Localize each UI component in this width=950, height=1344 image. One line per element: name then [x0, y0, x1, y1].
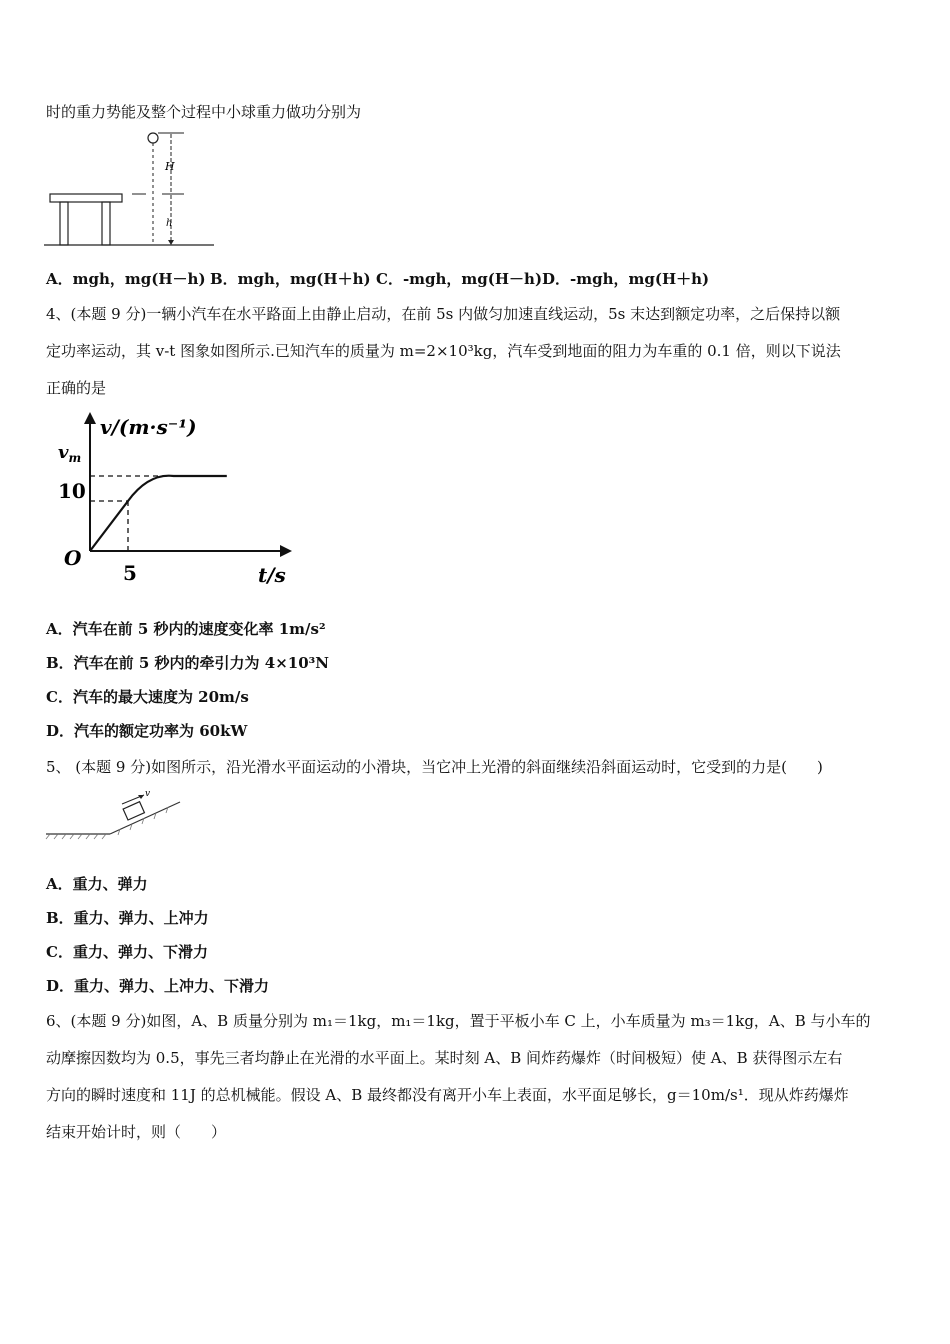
q6-line4: 结束开始计时，则（ ）	[46, 1123, 227, 1141]
option-b-q4[interactable]: B．汽车在前 5 秒内的牵引力为 4×10³N	[46, 654, 329, 672]
option-a-q4[interactable]: A．汽车在前 5 秒内的速度变化率 1m/s²	[46, 620, 326, 638]
q6-line3: 方向的瞬时速度和 11J 的总机械能。假设 A、B 最终都没有离开小车上表面，水平面足够长，g＝10m/s¹．现从炸药爆炸	[46, 1086, 849, 1104]
option-c-q4[interactable]: C．汽车的最大速度为 20m/s	[46, 688, 249, 706]
q4-line1: 4、(本题 9 分)一辆小汽车在水平路面上由静止启动，在前 5s 内做匀加速直线运动，5s 末达到额定功率，之后保持以额	[46, 305, 841, 323]
q4-line3: 正确的是	[46, 379, 107, 397]
origin-label: O	[64, 546, 82, 570]
option-a-q3[interactable]: A．mgh，mg(H－h)	[46, 270, 206, 288]
option-c-q3[interactable]: C．-mgh，mg(H－h)	[376, 270, 543, 288]
intro-text: 时的重力势能及整个过程中小球重力做功分别为	[46, 103, 362, 121]
x-axis-label: t/s	[258, 563, 286, 587]
q6-line1: 6、(本题 9 分)如图，A、B 质量分别为 m₁＝1kg，m₁＝1kg，置于平板小车 C 上，小车质量为 m₃＝1kg，A、B 与小车的	[46, 1012, 871, 1030]
option-a-q5[interactable]: A．重力、弹力	[46, 875, 148, 893]
label-H: H	[165, 160, 175, 173]
incline-figure	[44, 786, 186, 844]
x-tick-5: 5	[123, 561, 137, 585]
ball-icon	[148, 133, 158, 143]
option-d-q4[interactable]: D．汽车的额定功率为 60kW	[46, 722, 248, 740]
label-h: h	[166, 218, 173, 229]
slider-block	[123, 802, 144, 820]
option-b-q3[interactable]: B．mgh，mg(H＋h)	[210, 270, 371, 288]
q4-line2: 定功率运动，其 v-t 图象如图所示.已知汽车的质量为 m=2×10³kg，汽车受到地面的阻力为车重的 0.1 倍，则以下说法	[46, 342, 841, 360]
option-d-q5[interactable]: D．重力、弹力、上冲力、下滑力	[46, 977, 270, 995]
x-axis-arrow	[280, 545, 292, 557]
q5-line1: 5、 (本题 9 分)如图所示，沿光滑水平面运动的小滑块，当它冲上光滑的斜面继续沿斜面运动时，它受到的力是( )	[46, 758, 823, 776]
y-tick-10: 10	[58, 479, 86, 503]
y-tick-vm: $v_m$	[58, 442, 82, 465]
option-d-q3[interactable]: D．-mgh，mg(H＋h)	[542, 270, 710, 288]
q6-line2: 动摩擦因数均为 0.5，事先三者均静止在光滑的水平面上。某时刻 A、B 间炸药爆炸（时间极短）使 A、B 获得图示左右	[46, 1049, 843, 1067]
vt-curve	[90, 476, 227, 551]
table-ball-figure	[44, 128, 216, 250]
option-c-q5[interactable]: C．重力、弹力、下滑力	[46, 943, 208, 961]
velocity-label: v	[145, 789, 151, 799]
vt-chart	[50, 410, 300, 590]
option-b-q5[interactable]: B．重力、弹力、上冲力	[46, 909, 209, 927]
y-axis-arrow	[84, 412, 96, 424]
y-axis-label: v/(m·s⁻¹)	[100, 415, 197, 439]
